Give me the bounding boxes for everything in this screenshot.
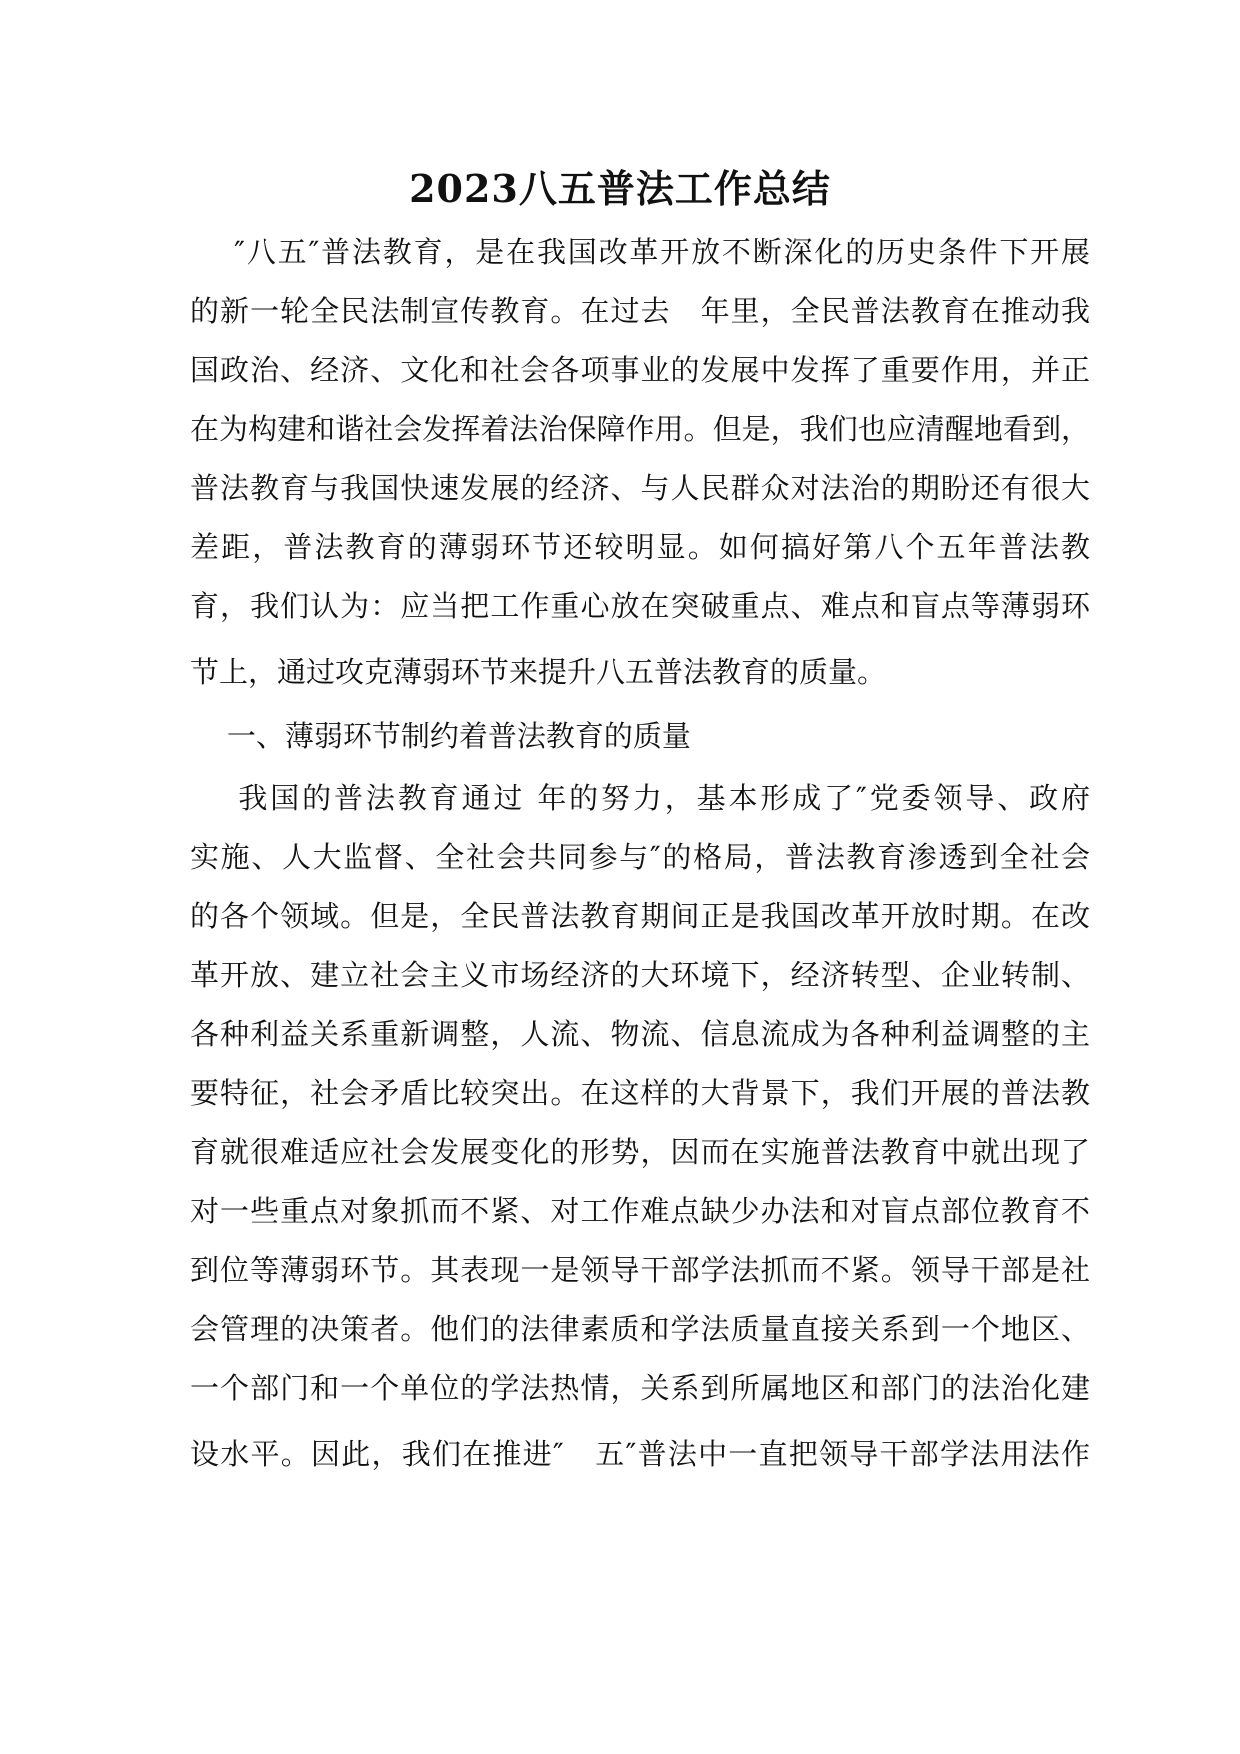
paragraph-line: 各种利益关系重新调整，人流、物流、信息流成为各种利益调整的主 bbox=[190, 1017, 1090, 1051]
paragraph-line: 一个部门和一个单位的学法热情，关系到所属地区和部门的法治化建 bbox=[190, 1371, 1090, 1405]
paragraph-line: 对一些重点对象抓而不紧、对工作难点缺少办法和对盲点部位教育不 bbox=[190, 1194, 1090, 1228]
paragraph-line: 的新一轮全民法制宣传教育。在过去 年里，全民普法教育在推动我 bbox=[190, 294, 1090, 328]
paragraph-line: 设水平。因此，我们在推进″ 五″普法中一直把领导干部学法用法作 bbox=[190, 1437, 1090, 1471]
paragraph-line: 要特征，社会矛盾比较突出。在这样的大背景下，我们开展的普法教 bbox=[190, 1076, 1090, 1110]
paragraph-line: 育就很难适应社会发展变化的形势，因而在实施普法教育中就出现了 bbox=[190, 1135, 1090, 1169]
paragraph-line: 的各个领域。但是，全民普法教育期间正是我国改革开放时期。在改 bbox=[190, 899, 1090, 933]
paragraph-line: 国政治、经济、文化和社会各项事业的发展中发挥了重要作用，并正 bbox=[190, 353, 1090, 387]
paragraph-line: 革开放、建立社会主义市场经济的大环境下，经济转型、企业转制、 bbox=[190, 958, 1090, 992]
paragraph-line: 差距，普法教育的薄弱环节还较明显。如何搞好第八个五年普法教 bbox=[190, 530, 1090, 564]
paragraph-line: 节上，通过攻克薄弱环节来提升八五普法教育的质量。 bbox=[190, 655, 887, 689]
paragraph-line: 会管理的决策者。他们的法律素质和学法质量直接关系到一个地区、 bbox=[190, 1312, 1090, 1346]
paragraph-line: ″八五″普法教育，是在我国改革开放不断深化的历史条件下开展 bbox=[190, 235, 1090, 269]
paragraph-line: 普法教育与我国快速发展的经济、与人民群众对法治的期盼还有很大 bbox=[190, 471, 1090, 505]
section-heading: 一、薄弱环节制约着普法教育的质量 bbox=[190, 719, 691, 753]
paragraph-line: 我国的普法教育通过 年的努力，基本形成了″党委领导、政府 bbox=[190, 781, 1090, 815]
paragraph-line: 实施、人大监督、全社会共同参与″的格局，普法教育渗透到全社会 bbox=[190, 840, 1090, 874]
paragraph-line: 在为构建和谐社会发挥着法治保障作用。但是，我们也应清醒地看到， bbox=[190, 412, 1090, 446]
document-title: 2023八五普法工作总结 bbox=[409, 166, 831, 211]
paragraph-line: 育，我们认为：应当把工作重心放在突破重点、难点和盲点等薄弱环 bbox=[190, 589, 1090, 623]
paragraph-line: 到位等薄弱环节。其表现一是领导干部学法抓而不紧。领导干部是社 bbox=[190, 1253, 1090, 1287]
